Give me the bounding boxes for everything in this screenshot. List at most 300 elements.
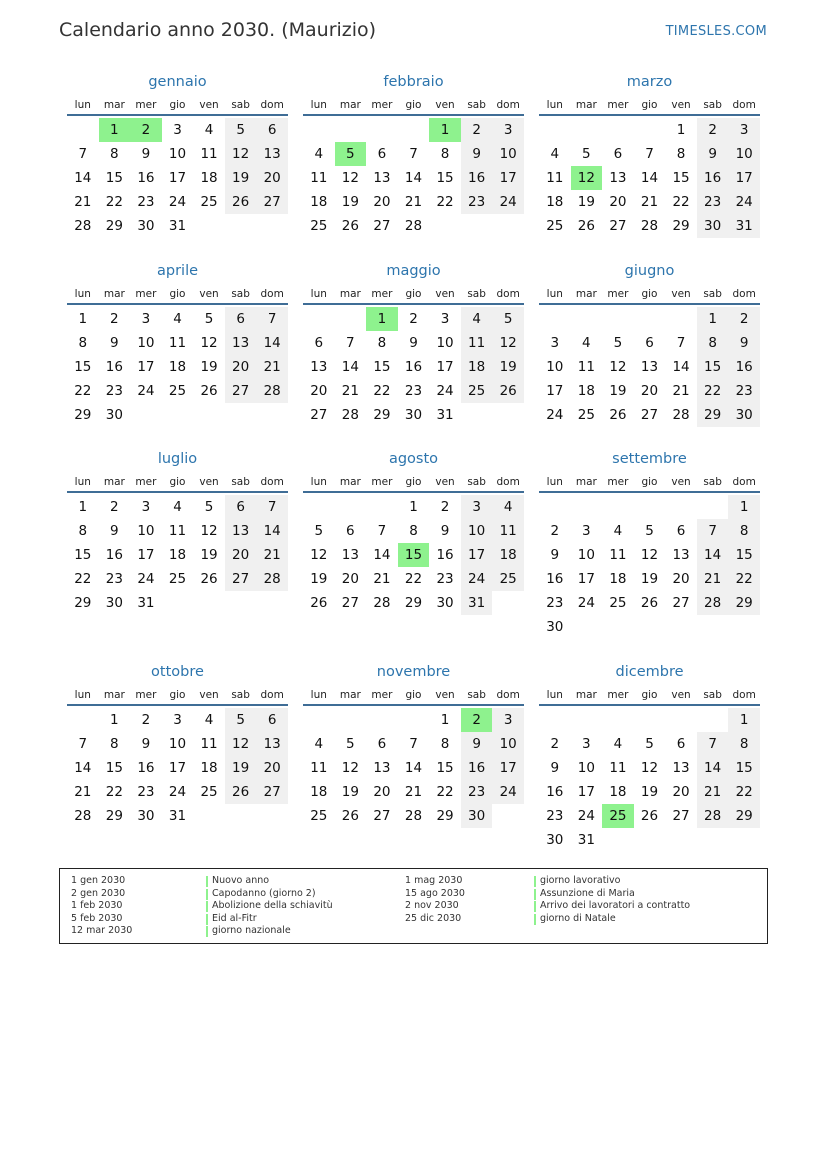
day-cell: 7 xyxy=(377,523,387,539)
day-cell: 30 xyxy=(546,832,564,848)
weekday-label: mer xyxy=(607,689,629,701)
day-cell: 7 xyxy=(676,335,686,351)
day-cell: 22 xyxy=(697,379,729,403)
weekday-label: mer xyxy=(607,476,629,488)
day-cell: 22 xyxy=(373,383,391,399)
day-cell: 31 xyxy=(168,808,187,824)
day-cell: 9 xyxy=(409,335,418,351)
weekday-label: mar xyxy=(339,476,361,488)
day-cell: 3 xyxy=(582,523,591,539)
weekday-label: ven xyxy=(671,288,691,300)
day-cell: 7 xyxy=(697,519,729,543)
day-cell: 23 xyxy=(461,190,493,214)
day-cell: 24 xyxy=(492,780,524,804)
weekday-label: dom xyxy=(496,689,520,701)
holiday-day-cell: 2 xyxy=(461,708,493,732)
weekday-label: gio xyxy=(169,476,186,488)
day-cell: 11 xyxy=(310,170,328,186)
day-cell: 16 xyxy=(436,547,454,563)
weekday-label: sab xyxy=(231,476,250,488)
day-cell: 4 xyxy=(204,712,214,728)
day-cell: 14 xyxy=(697,543,729,567)
day-cell: 25 xyxy=(546,218,564,234)
day-cell: 24 xyxy=(436,383,454,399)
day-cell: 9 xyxy=(110,523,119,539)
day-cell: 12 xyxy=(640,547,659,563)
day-cell: 12 xyxy=(492,331,524,355)
day-cell: 23 xyxy=(105,571,123,587)
day-cell: 10 xyxy=(577,547,595,563)
day-cell: 24 xyxy=(137,383,155,399)
header-divider xyxy=(303,704,524,706)
weekday-label: dom xyxy=(732,288,756,300)
day-cell: 10 xyxy=(137,335,155,351)
day-cell: 19 xyxy=(609,383,627,399)
weekday-label: sab xyxy=(703,476,722,488)
day-cell: 10 xyxy=(168,736,187,752)
month-name: ottobre xyxy=(151,664,204,680)
day-cell: 29 xyxy=(74,407,92,423)
day-cell: 17 xyxy=(436,359,454,375)
day-cell: 20 xyxy=(310,383,328,399)
day-cell: 14 xyxy=(74,170,92,186)
day-cell: 25 xyxy=(168,383,187,399)
day-cell: 24 xyxy=(577,808,595,824)
weekday-label: gio xyxy=(169,689,186,701)
day-cell: 17 xyxy=(137,359,155,375)
day-cell: 15 xyxy=(436,170,454,186)
month-ottobre xyxy=(67,664,288,864)
day-cell: 21 xyxy=(373,571,391,587)
day-cell: 2 xyxy=(440,499,450,515)
weekday-label: ven xyxy=(199,689,219,701)
month-name: novembre xyxy=(376,664,451,680)
weekday-label: mar xyxy=(339,99,361,111)
day-cell: 12 xyxy=(341,170,359,186)
weekday-label: mer xyxy=(607,288,629,300)
legend-holiday-name: giorno lavorativo xyxy=(534,875,621,888)
day-cell: 1 xyxy=(409,499,418,515)
day-cell: 6 xyxy=(676,523,686,539)
day-cell: 6 xyxy=(256,118,288,142)
day-cell: 23 xyxy=(697,190,729,214)
header-divider xyxy=(303,491,524,493)
day-cell: 25 xyxy=(492,567,524,591)
day-cell: 5 xyxy=(645,523,654,539)
weekday-label: sab xyxy=(231,288,250,300)
weekday-label: lun xyxy=(546,288,563,300)
day-cell: 17 xyxy=(168,760,187,776)
day-cell: 6 xyxy=(676,736,686,752)
day-cell: 20 xyxy=(225,355,257,379)
day-cell: 13 xyxy=(256,732,288,756)
legend-holiday-name: Assunzione di Maria xyxy=(534,888,635,901)
day-cell: 19 xyxy=(341,784,359,800)
day-cell: 26 xyxy=(225,190,257,214)
day-cell: 9 xyxy=(728,331,760,355)
day-cell: 7 xyxy=(256,307,288,331)
day-cell: 8 xyxy=(440,736,450,752)
day-cell: 15 xyxy=(105,170,123,186)
day-cell: 15 xyxy=(697,355,729,379)
day-cell: 18 xyxy=(310,194,328,210)
day-cell: 8 xyxy=(78,335,88,351)
day-cell: 8 xyxy=(728,732,760,756)
day-cell: 23 xyxy=(546,808,564,824)
weekday-label: gio xyxy=(169,288,186,300)
day-cell: 8 xyxy=(78,523,88,539)
weekday-label: mer xyxy=(371,476,393,488)
day-cell: 1 xyxy=(676,122,686,138)
weekday-label: dom xyxy=(732,689,756,701)
day-cell: 10 xyxy=(728,142,760,166)
holiday-day-cell: 25 xyxy=(602,804,634,828)
day-cell: 9 xyxy=(550,547,560,563)
day-cell: 23 xyxy=(137,194,155,210)
day-cell: 14 xyxy=(341,359,359,375)
day-cell: 13 xyxy=(225,331,257,355)
day-cell: 30 xyxy=(728,403,760,427)
day-cell: 26 xyxy=(640,595,659,611)
day-cell: 10 xyxy=(492,142,524,166)
weekday-label: gio xyxy=(641,476,658,488)
site-link[interactable]: TIMESLES.COM xyxy=(665,24,767,39)
day-cell: 20 xyxy=(672,784,690,800)
day-cell: 16 xyxy=(404,359,423,375)
day-cell: 1 xyxy=(697,307,729,331)
day-cell: 29 xyxy=(672,218,690,234)
legend-holiday-name: Eid al-Fitr xyxy=(206,913,257,926)
day-cell: 29 xyxy=(728,591,760,615)
weekday-label: ven xyxy=(671,476,691,488)
day-cell: 8 xyxy=(377,335,387,351)
header-divider xyxy=(539,114,760,116)
day-cell: 13 xyxy=(310,359,328,375)
weekday-label: dom xyxy=(260,689,284,701)
day-cell: 18 xyxy=(310,784,328,800)
day-cell: 29 xyxy=(105,218,123,234)
day-cell: 19 xyxy=(225,166,257,190)
day-cell: 22 xyxy=(436,194,454,210)
day-cell: 13 xyxy=(640,359,659,375)
day-cell: 3 xyxy=(461,495,493,519)
day-cell: 2 xyxy=(697,118,729,142)
day-cell: 6 xyxy=(645,335,654,351)
day-cell: 21 xyxy=(697,780,729,804)
weekday-label: dom xyxy=(260,288,284,300)
day-cell: 4 xyxy=(204,122,214,138)
day-cell: 13 xyxy=(373,760,391,776)
day-cell: 16 xyxy=(105,547,123,563)
weekday-label: mar xyxy=(103,99,125,111)
day-cell: 2 xyxy=(110,499,119,515)
day-cell: 6 xyxy=(613,146,623,162)
weekday-label: ven xyxy=(435,288,455,300)
day-cell: 17 xyxy=(728,166,760,190)
day-cell: 11 xyxy=(168,523,187,539)
weekday-label: mar xyxy=(575,99,597,111)
day-cell: 30 xyxy=(697,214,729,238)
legend-date: 1 feb 2030 xyxy=(71,900,123,911)
day-cell: 14 xyxy=(373,547,391,563)
month-name: dicembre xyxy=(615,664,684,680)
day-cell: 26 xyxy=(225,780,257,804)
weekday-label: mer xyxy=(135,476,157,488)
legend-holiday-name: Capodanno (giorno 2) xyxy=(206,888,316,901)
day-cell: 6 xyxy=(314,335,324,351)
day-cell: 31 xyxy=(461,591,493,615)
day-cell: 1 xyxy=(728,495,760,519)
day-cell: 27 xyxy=(672,808,690,824)
day-cell: 9 xyxy=(440,523,450,539)
day-cell: 26 xyxy=(609,407,627,423)
day-cell: 28 xyxy=(373,595,391,611)
day-cell: 20 xyxy=(341,571,359,587)
day-cell: 14 xyxy=(404,170,423,186)
day-cell: 20 xyxy=(672,571,690,587)
weekday-label: lun xyxy=(546,99,563,111)
day-cell: 2 xyxy=(110,311,119,327)
day-cell: 23 xyxy=(137,784,155,800)
day-cell: 28 xyxy=(256,379,288,403)
month-name: settembre xyxy=(612,451,687,467)
weekday-label: lun xyxy=(74,689,91,701)
day-cell: 25 xyxy=(310,218,328,234)
holiday-day-cell: 5 xyxy=(335,142,367,166)
legend-date: 2 gen 2030 xyxy=(71,887,126,899)
weekday-label: sab xyxy=(467,476,486,488)
weekday-label: ven xyxy=(435,99,455,111)
day-cell: 21 xyxy=(672,383,690,399)
month-name: giugno xyxy=(624,263,675,279)
day-cell: 2 xyxy=(409,311,418,327)
header-divider xyxy=(539,303,760,305)
day-cell: 8 xyxy=(110,146,119,162)
day-cell: 27 xyxy=(373,218,391,234)
holiday-day-cell: 1 xyxy=(99,118,131,142)
day-cell: 16 xyxy=(728,355,760,379)
month-dicembre xyxy=(539,664,760,864)
day-cell: 18 xyxy=(200,760,218,776)
weekday-label: gio xyxy=(641,689,658,701)
weekday-label: mar xyxy=(339,288,361,300)
weekday-label: lun xyxy=(74,288,91,300)
day-cell: 3 xyxy=(582,736,591,752)
day-cell: 31 xyxy=(137,595,155,611)
day-cell: 20 xyxy=(256,166,288,190)
day-cell: 5 xyxy=(225,118,257,142)
day-cell: 21 xyxy=(74,784,92,800)
day-cell: 30 xyxy=(461,804,493,828)
day-cell: 2 xyxy=(728,307,760,331)
day-cell: 22 xyxy=(105,194,123,210)
day-cell: 27 xyxy=(341,595,359,611)
day-cell: 3 xyxy=(141,311,151,327)
header-divider xyxy=(67,704,288,706)
day-cell: 2 xyxy=(141,712,151,728)
day-cell: 15 xyxy=(728,756,760,780)
day-cell: 11 xyxy=(461,331,493,355)
day-cell: 14 xyxy=(672,359,690,375)
day-cell: 22 xyxy=(105,784,123,800)
day-cell: 4 xyxy=(582,335,591,351)
day-cell: 14 xyxy=(404,760,423,776)
weekday-label: ven xyxy=(199,476,219,488)
weekday-label: sab xyxy=(467,689,486,701)
day-cell: 4 xyxy=(314,146,324,162)
day-cell: 4 xyxy=(173,499,182,515)
weekday-label: lun xyxy=(74,476,91,488)
day-cell: 7 xyxy=(346,335,355,351)
day-cell: 28 xyxy=(404,808,423,824)
weekday-label: sab xyxy=(467,288,486,300)
day-cell: 3 xyxy=(173,712,182,728)
day-cell: 11 xyxy=(546,170,564,186)
day-cell: 15 xyxy=(373,359,391,375)
day-cell: 15 xyxy=(74,359,92,375)
day-cell: 4 xyxy=(492,495,524,519)
day-cell: 20 xyxy=(256,756,288,780)
day-cell: 24 xyxy=(461,567,493,591)
day-cell: 14 xyxy=(640,170,659,186)
month-name: marzo xyxy=(626,74,673,90)
weekday-label: mar xyxy=(575,689,597,701)
weekday-label: sab xyxy=(231,689,250,701)
day-cell: 28 xyxy=(74,218,92,234)
legend-holiday-name: Abolizione della schiavitù xyxy=(206,900,333,913)
day-cell: 5 xyxy=(204,499,214,515)
day-cell: 10 xyxy=(168,146,187,162)
day-cell: 26 xyxy=(200,571,218,587)
day-cell: 8 xyxy=(676,146,686,162)
day-cell: 25 xyxy=(200,784,218,800)
day-cell: 12 xyxy=(225,142,257,166)
weekday-label: dom xyxy=(496,476,520,488)
day-cell: 15 xyxy=(672,170,690,186)
day-cell: 20 xyxy=(225,543,257,567)
day-cell: 21 xyxy=(697,567,729,591)
day-cell: 27 xyxy=(225,379,257,403)
weekday-label: gio xyxy=(405,288,422,300)
day-cell: 22 xyxy=(436,784,454,800)
day-cell: 27 xyxy=(373,808,391,824)
day-cell: 5 xyxy=(346,736,355,752)
day-cell: 1 xyxy=(78,311,88,327)
day-cell: 30 xyxy=(137,808,155,824)
day-cell: 9 xyxy=(141,146,151,162)
day-cell: 12 xyxy=(640,760,659,776)
day-cell: 8 xyxy=(440,146,450,162)
day-cell: 22 xyxy=(728,780,760,804)
day-cell: 28 xyxy=(697,804,729,828)
weekday-label: mar xyxy=(575,288,597,300)
day-cell: 10 xyxy=(492,732,524,756)
day-cell: 27 xyxy=(310,407,328,423)
legend-date: 25 dic 2030 xyxy=(405,912,462,924)
day-cell: 30 xyxy=(546,619,564,635)
weekday-label: gio xyxy=(641,99,658,111)
day-cell: 7 xyxy=(645,146,654,162)
legend-holiday-name: Arrivo dei lavoratori a contratto xyxy=(534,900,690,913)
day-cell: 17 xyxy=(577,784,595,800)
legend-date: 1 gen 2030 xyxy=(71,875,126,886)
day-cell: 3 xyxy=(173,122,182,138)
weekday-label: lun xyxy=(546,689,563,701)
day-cell: 3 xyxy=(728,118,760,142)
day-cell: 12 xyxy=(310,547,328,563)
day-cell: 29 xyxy=(697,403,729,427)
day-cell: 10 xyxy=(546,359,564,375)
day-cell: 15 xyxy=(74,547,92,563)
day-cell: 30 xyxy=(404,407,423,423)
day-cell: 7 xyxy=(78,146,88,162)
day-cell: 5 xyxy=(204,311,214,327)
day-cell: 6 xyxy=(377,736,387,752)
day-cell: 22 xyxy=(672,194,690,210)
day-cell: 26 xyxy=(492,379,524,403)
month-febbraio xyxy=(303,74,524,274)
weekday-label: dom xyxy=(496,288,520,300)
weekday-label: mer xyxy=(135,99,157,111)
day-cell: 7 xyxy=(78,736,88,752)
day-cell: 24 xyxy=(577,595,595,611)
day-cell: 3 xyxy=(440,311,450,327)
day-cell: 1 xyxy=(78,499,88,515)
day-cell: 14 xyxy=(74,760,92,776)
weekday-label: gio xyxy=(405,689,422,701)
day-cell: 19 xyxy=(640,571,659,587)
weekday-label: mer xyxy=(371,288,393,300)
legend-holiday-name: giorno nazionale xyxy=(206,925,291,938)
day-cell: 18 xyxy=(168,359,187,375)
weekday-label: sab xyxy=(231,99,250,111)
day-cell: 18 xyxy=(609,571,627,587)
day-cell: 11 xyxy=(577,359,595,375)
day-cell: 20 xyxy=(640,383,659,399)
day-cell: 8 xyxy=(110,736,119,752)
day-cell: 7 xyxy=(409,736,418,752)
legend-date: 12 mar 2030 xyxy=(71,925,133,936)
day-cell: 4 xyxy=(173,311,182,327)
holiday-day-cell: 2 xyxy=(130,118,162,142)
day-cell: 28 xyxy=(404,218,423,234)
day-cell: 21 xyxy=(256,543,288,567)
day-cell: 10 xyxy=(436,335,454,351)
day-cell: 31 xyxy=(436,407,454,423)
day-cell: 16 xyxy=(137,760,155,776)
day-cell: 5 xyxy=(613,335,623,351)
holiday-day-cell: 1 xyxy=(366,307,398,331)
day-cell: 5 xyxy=(492,307,524,331)
day-cell: 17 xyxy=(492,756,524,780)
month-marzo xyxy=(539,74,760,274)
weekday-label: ven xyxy=(671,99,691,111)
weekday-label: gio xyxy=(169,99,186,111)
day-cell: 18 xyxy=(609,784,627,800)
day-cell: 2 xyxy=(461,118,493,142)
month-name: gennaio xyxy=(148,74,207,90)
day-cell: 16 xyxy=(697,166,729,190)
day-cell: 24 xyxy=(728,190,760,214)
day-cell: 7 xyxy=(256,495,288,519)
header-divider xyxy=(67,114,288,116)
legend-holiday-name: Nuovo anno xyxy=(206,875,269,888)
day-cell: 31 xyxy=(728,214,760,238)
weekday-label: ven xyxy=(199,99,219,111)
day-cell: 23 xyxy=(436,571,454,587)
weekday-label: mar xyxy=(575,476,597,488)
day-cell: 3 xyxy=(492,118,524,142)
